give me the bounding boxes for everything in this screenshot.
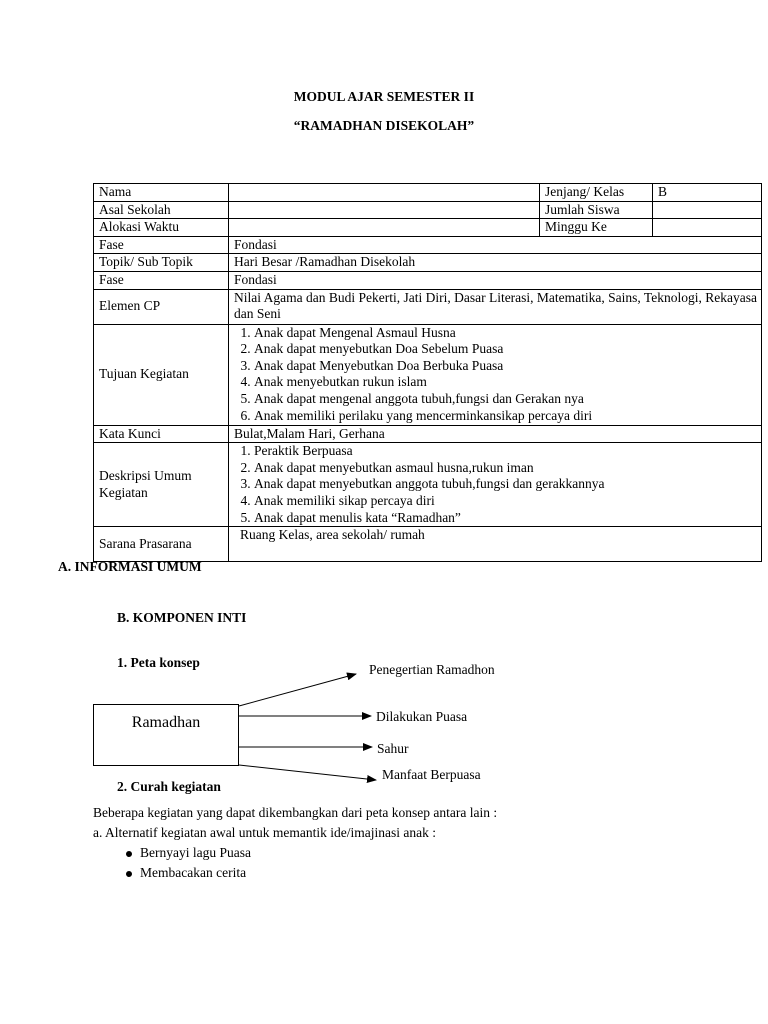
value-jenjang: B [653, 184, 762, 202]
value-fase: Fondasi [229, 236, 762, 254]
label-fase: Fase [94, 236, 229, 254]
section-a-heading: A. INFORMASI UMUM [58, 559, 202, 574]
list-item: 1. Peraktik Berpuasa [254, 443, 761, 460]
arrow-pengertian [239, 674, 356, 706]
list-item: 3. Anak dapat menyebutkan anggota tubuh,fungsi dan gerakkannya [254, 476, 761, 493]
label-kata-kunci: Kata Kunci [94, 425, 229, 443]
branch-sahur: Sahur [377, 741, 409, 756]
list-item: 5. Anak dapat menulis kata “Ramadhan” [254, 510, 761, 527]
document-title: MODUL AJAR SEMESTER II [293, 89, 475, 104]
list-item: 6. Anak memiliki perilaku yang mencerminkansikap percaya diri [254, 408, 761, 425]
list-item: Membacakan cerita [140, 865, 247, 880]
branch-manfaat: Manfaat Berpuasa [382, 767, 481, 782]
label-jenjang: Jenjang/ Kelas [540, 184, 653, 202]
list-item: 5. Anak dapat mengenal anggota tubuh,fungsi dan Gerakan nya [254, 391, 761, 408]
document-subtitle: “RAMADHAN DISEKOLAH” [293, 118, 475, 133]
curah-kegiatan-heading: 2. Curah kegiatan [117, 779, 221, 794]
arrow-manfaat [239, 765, 376, 780]
label-fase-2: Fase [94, 271, 229, 289]
label-alokasi-waktu: Alokasi Waktu [94, 219, 229, 237]
value-kata-kunci: Bulat,Malam Hari, Gerhana [229, 425, 762, 443]
label-minggu-ke: Minggu Ke [540, 219, 653, 237]
branch-puasa: Dilakukan Puasa [376, 709, 468, 724]
value-topik: Hari Besar /Ramadhan Disekolah [229, 254, 762, 272]
label-jumlah-siswa: Jumlah Siswa [540, 201, 653, 219]
intro-paragraph: Beberapa kegiatan yang dapat dikembangkan dari peta konsep antara lain : [93, 805, 498, 820]
list-item: Bernyayi lagu Puasa [140, 845, 251, 860]
list-item: 3. Anak dapat Menyebutkan Doa Berbuka Puasa [254, 358, 761, 375]
value-elemen-cp: Nilai Agama dan Budi Pekerti, Jati Diri, Dasar Literasi, Matematika, Sains, Teknologi, Rekayasa dan Seni [229, 289, 762, 324]
branch-pengertian: Penegertian Ramadhon [369, 662, 495, 677]
label-deskripsi: Deskripsi Umum Kegiatan [94, 443, 229, 527]
label-nama: Nama [94, 184, 229, 202]
concept-center-label: Ramadhan [131, 714, 201, 731]
list-item: 4. Anak menyebutkan rukun islam [254, 374, 761, 391]
list-item: 4. Anak memiliki sikap percaya diri [254, 493, 761, 510]
label-elemen-cp: Elemen CP [94, 289, 229, 324]
concept-center-box [93, 704, 239, 766]
label-sarana: Sarana Prasarana [94, 527, 229, 562]
list-item: 1. Anak dapat Mengenal Asmaul Husna [254, 325, 761, 342]
list-item: 2. Anak dapat menyebutkan asmaul husna,rukun iman [254, 460, 761, 477]
point-a: a. Alternatif kegiatan awal untuk memantik ide/imajinasi anak : [93, 825, 437, 840]
label-tujuan: Tujuan Kegiatan [94, 324, 229, 425]
label-topik: Topik/ Sub Topik [94, 254, 229, 272]
section-b-heading: B. KOMPONEN INTI [117, 610, 247, 625]
value-fase-2: Fondasi [229, 271, 762, 289]
label-asal-sekolah: Asal Sekolah [94, 201, 229, 219]
peta-konsep-heading: 1. Peta konsep [117, 655, 200, 670]
list-item: 2. Anak dapat menyebutkan Doa Sebelum Puasa [254, 341, 761, 358]
value-sarana: Ruang Kelas, area sekolah/ rumah [229, 527, 762, 562]
